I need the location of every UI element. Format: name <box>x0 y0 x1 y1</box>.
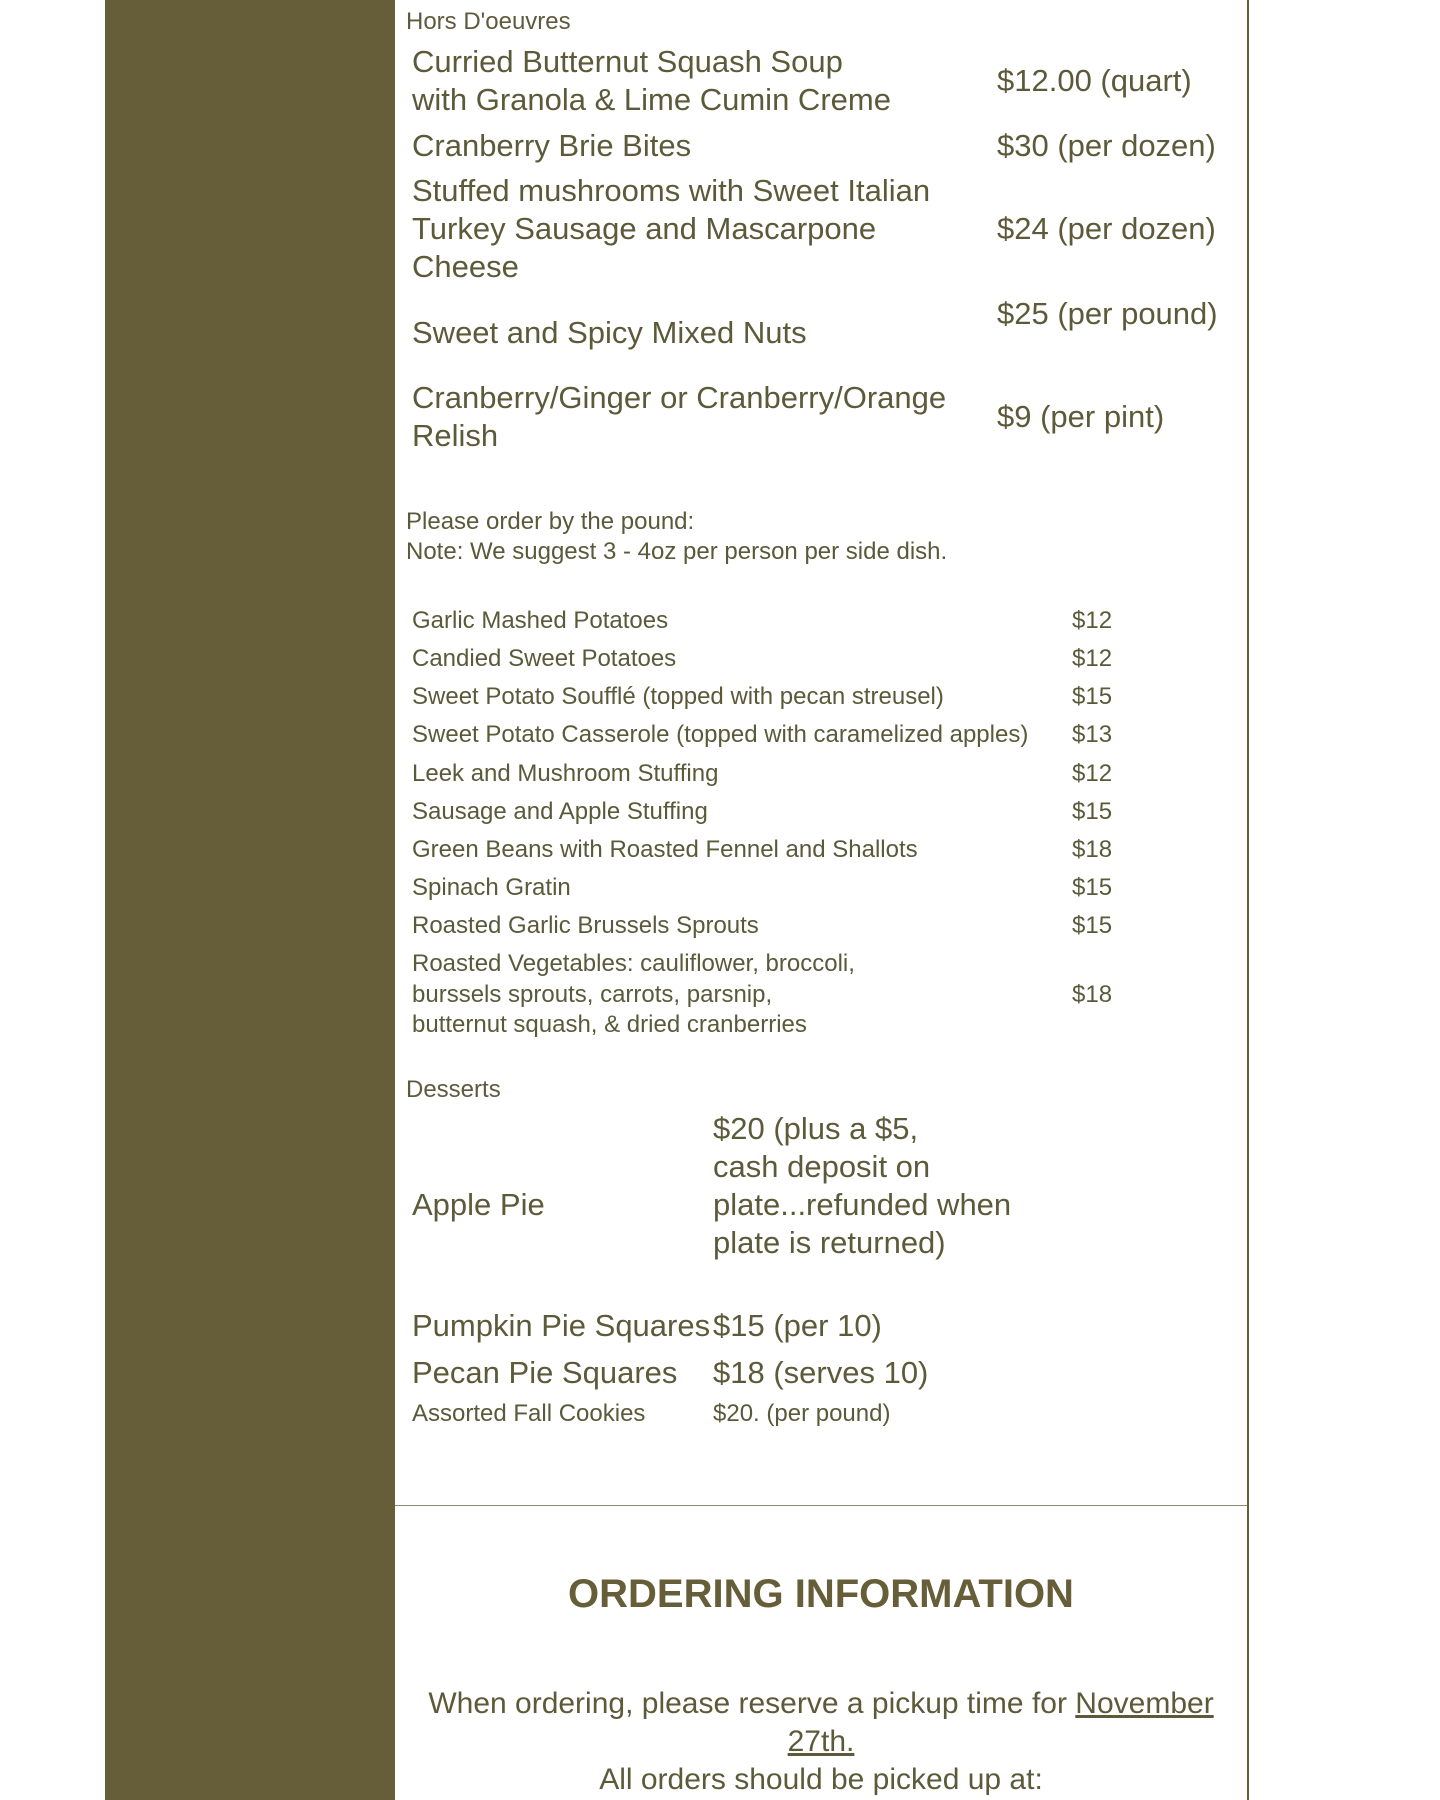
side-item-name: Candied Sweet Potatoes <box>412 645 677 672</box>
side-item-price: $12 <box>1072 645 1113 672</box>
side-item-price: $18 <box>1072 836 1113 863</box>
menu-item-price: $30 (per dozen) <box>997 128 1216 163</box>
menu-item-price: $24 (per dozen) <box>997 211 1216 246</box>
side-item-price: $15 <box>1072 912 1113 939</box>
side-item-name: burssels sprouts, carrots, parsnip, <box>412 981 773 1008</box>
section-divider <box>395 1505 1247 1506</box>
ordering-text <box>415 1685 1227 1799</box>
menu-item-name: Cranberry/Ginger or Cranberry/Orange <box>412 380 947 415</box>
side-item-name: Green Beans with Roasted Fennel and Shallots <box>412 836 918 863</box>
side-item-name: Spinach Gratin <box>412 874 571 901</box>
dessert-price: plate is returned) <box>713 1225 946 1260</box>
menu-item-name: Stuffed mushrooms with Sweet Italian <box>412 173 931 208</box>
sidebar-panel <box>105 0 395 1800</box>
dessert-price: cash deposit on <box>713 1149 931 1184</box>
dessert-name: Apple Pie <box>412 1187 545 1222</box>
side-item-price: $18 <box>1072 981 1113 1008</box>
menu-item-name: Cheese <box>412 249 519 284</box>
side-item-price: $13 <box>1072 721 1113 748</box>
menu-item-name: Curried Butternut Squash Soup <box>412 44 843 79</box>
section-label-desserts: Desserts <box>406 1076 501 1103</box>
side-item-price: $12 <box>1072 607 1113 634</box>
side-item-name: Sausage and Apple Stuffing <box>412 798 708 825</box>
side-item-price: $12 <box>1072 760 1113 787</box>
menu-item-name: Relish <box>412 418 499 453</box>
menu-content <box>395 0 1249 1800</box>
pickup-date-link[interactable]: November <box>1075 1687 1214 1720</box>
ordering-line-2: All orders should be picked up at: <box>599 1763 1043 1796</box>
menu-item-name: with Granola & Lime Cumin Creme <box>412 82 891 117</box>
side-item-name: Roasted Garlic Brussels Sprouts <box>412 912 759 939</box>
dessert-name: Pumpkin Pie Squares <box>412 1308 711 1343</box>
side-item-name: Leek and Mushroom Stuffing <box>412 760 719 787</box>
side-item-name: Roasted Vegetables: cauliflower, broccoli, <box>412 950 855 977</box>
menu-item-name: Cranberry Brie Bites <box>412 128 692 163</box>
menu-item-price: $9 (per pint) <box>997 399 1165 434</box>
side-item-name: Sweet Potato Soufflé (topped with pecan streusel) <box>412 683 944 710</box>
dessert-price: plate...refunded when <box>713 1187 1012 1222</box>
menu-item-price: $25 (per pound) <box>997 296 1218 331</box>
section-label-hors-doeuvres: Hors D'oeuvres <box>406 8 571 35</box>
side-item-name: butternut squash, & dried cranberries <box>412 1011 807 1038</box>
menu-item-name: Sweet and Spicy Mixed Nuts <box>412 315 807 350</box>
pickup-date-link[interactable]: 27th. <box>787 1725 855 1758</box>
sides-note: Please order by the pound: <box>406 508 695 535</box>
side-item-price: $15 <box>1072 874 1113 901</box>
dessert-price: $20. (per pound) <box>713 1400 891 1427</box>
menu-item-price: $12.00 (quart) <box>997 63 1192 98</box>
dessert-name: Assorted Fall Cookies <box>412 1400 646 1427</box>
dessert-price: $18 (serves 10) <box>713 1355 929 1390</box>
side-item-price: $15 <box>1072 683 1113 710</box>
dessert-price: $15 (per 10) <box>713 1308 882 1343</box>
ordering-line-1: When ordering, please reserve a pickup time for <box>428 1687 1076 1720</box>
side-item-name: Garlic Mashed Potatoes <box>412 607 669 634</box>
menu-item-name: Turkey Sausage and Mascarpone <box>412 211 877 246</box>
dessert-name: Pecan Pie Squares <box>412 1355 678 1390</box>
side-item-name: Sweet Potato Casserole (topped with caramelized apples) <box>412 721 1029 748</box>
side-item-price: $15 <box>1072 798 1113 825</box>
dessert-price: $20 (plus a $5, <box>713 1111 919 1146</box>
sides-note: Note: We suggest 3 - 4oz per person per side dish. <box>406 538 948 565</box>
ordering-title: ORDERING INFORMATION <box>568 1572 1074 1616</box>
